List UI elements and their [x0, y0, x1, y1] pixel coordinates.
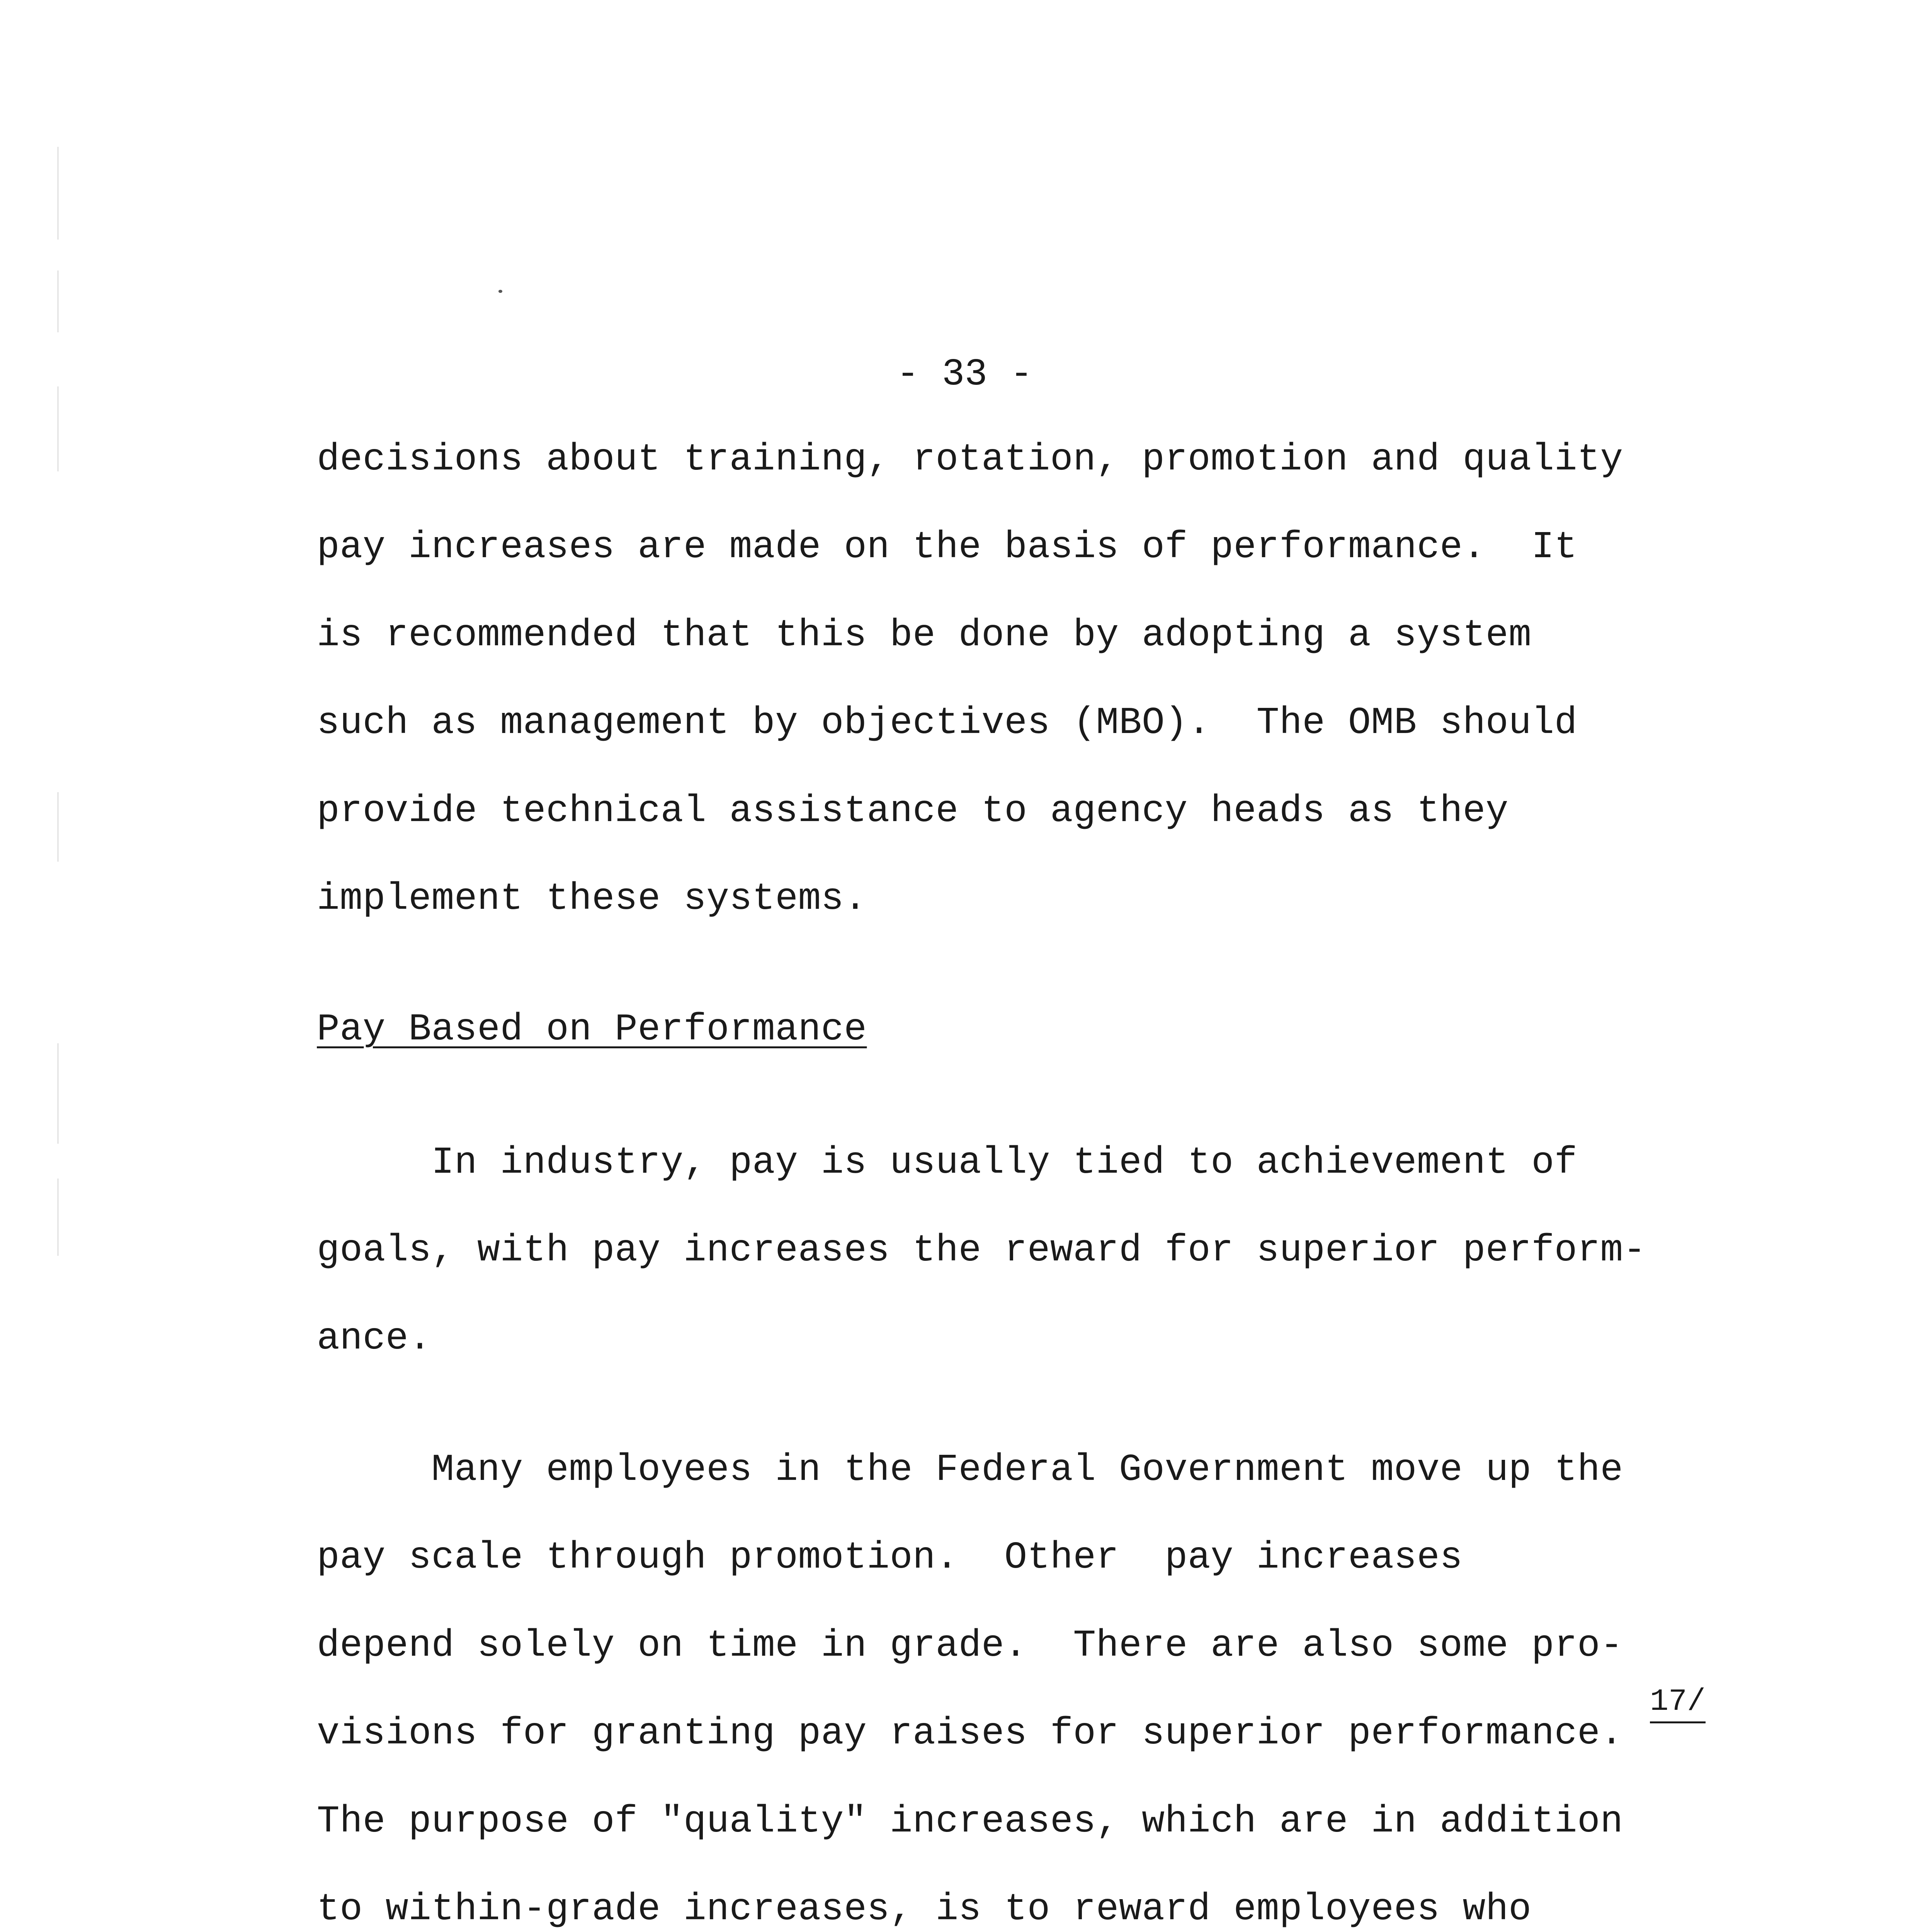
paragraph-1-line: such as management by objectives (MBO). The OMB should: [317, 702, 1578, 745]
paragraph-3-line: to within-grade increases, is to reward employees who: [317, 1888, 1532, 1931]
paragraph-2-line: ance.: [317, 1317, 432, 1360]
page-number: - 33 -: [896, 353, 1033, 396]
paragraph-2-line: goals, with pay increases the reward for superior perform-: [317, 1229, 1646, 1272]
paragraph-1-line: decisions about training, rotation, promotion and quality: [317, 438, 1623, 481]
paragraph-1-line: is recommended that this be done by adopting a system: [317, 614, 1532, 657]
scan-margin-mark: [57, 1043, 59, 1144]
paragraph-3-line: Many employees in the Federal Government move up the: [317, 1449, 1623, 1492]
scan-margin-mark: [57, 386, 59, 471]
paragraph-3-line: depend solely on time in grade. There are also some pro-: [317, 1624, 1623, 1667]
footnote-reference: 17/: [1650, 1683, 1706, 1723]
paragraph-3-line: pay scale through promotion. Other pay increases: [317, 1536, 1463, 1579]
paragraph-3-line: The purpose of "quality" increases, which are in addition: [317, 1800, 1623, 1843]
scan-margin-mark: [57, 270, 59, 332]
scan-speck: [498, 290, 502, 293]
paragraph-1-line: pay increases are made on the basis of performance. It: [317, 526, 1578, 569]
paragraph-3-line: visions for granting pay raises for superior performance.: [317, 1712, 1623, 1755]
paragraph-1-line: implement these systems.: [317, 878, 867, 920]
scan-margin-mark: [57, 792, 59, 862]
scan-margin-mark: [57, 147, 59, 240]
paragraph-2-line: In industry, pay is usually tied to achievement of: [317, 1141, 1578, 1184]
section-heading: Pay Based on Performance: [317, 1008, 867, 1051]
scan-margin-mark: [57, 1179, 59, 1256]
paragraph-1-line: provide technical assistance to agency heads as they: [317, 790, 1509, 833]
